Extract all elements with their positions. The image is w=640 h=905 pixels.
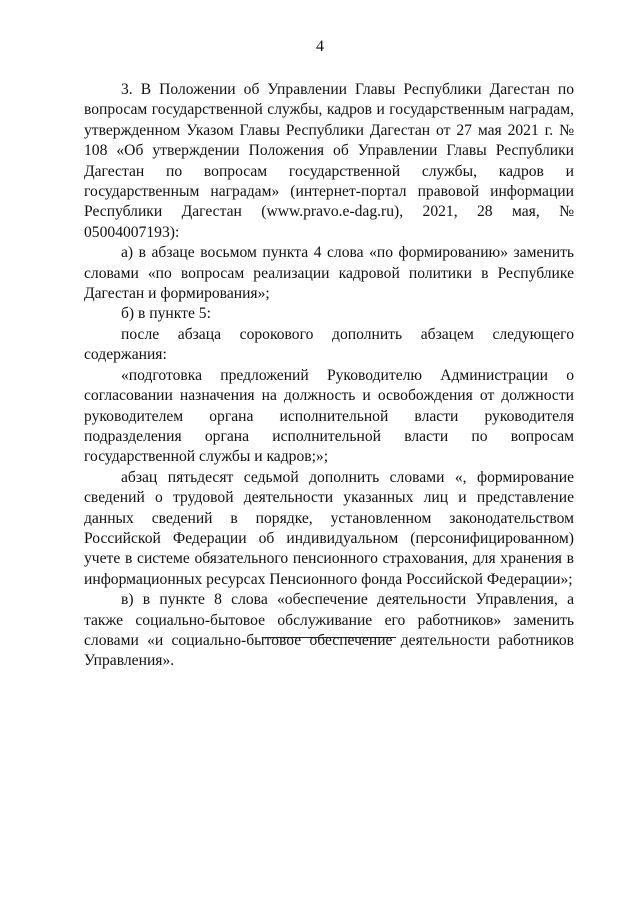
paragraph-subitem-b: б) в пункте 5: (121, 305, 211, 323)
document-body (84, 80, 574, 672)
paragraph-fifty-seventh: абзац пятьдесят седьмой дополнить словами «, формирование сведений о трудовой деятельности указанных лиц и представление данных сведений в порядке, установленном законодательством Российской Федерации об индивидуальном (персонифицированном) учете в системе обязательного пенсионного страхования, для хранения в информационных ресурсах Пенсионного фонда Российской Федерации»; (84, 468, 574, 588)
page-number: 4 (316, 38, 324, 55)
paragraph-quoted-addition: «подготовка предложений Руководителю Администрации о согласовании назначения на должность и освобождения от должности руководителем органа исполнительной власти руководителя подразделения органа исполнительной власти по вопросам государственной службы и кадров;»; (84, 366, 574, 466)
paragraph-amendment-3: 3. В Положении об Управлении Главы Республики Дагестан по вопросам государственной службы, кадров и государственным наградам, утвержденном Указом Главы Республики Дагестан от 27 мая 2021 г. № 108 «Об утверждении Положения об Управлении Главы Республики Дагестан по вопросам государственной службы, кадров и государственным наградам» (интернет-портал правовой информации Республики Дагестан (www.pravo.e-dag.ru), 2021, 28 мая, № 05004007193): (84, 81, 574, 241)
paragraph-after-fortieth: после абзаца сорокового дополнить абзацем следующего содержания: (84, 325, 574, 364)
paragraph-subitem-v: в) в пункте 8 слова «обеспечение деятельности Управления, а также социально-бытовое обслуживание его работников» заменить словами «и социально-бытовое обеспечение деятельности работников Управления». (84, 591, 574, 670)
paragraph-subitem-a: а) в абзаце восьмом пункта 4 слова «по формированию» заменить словами «по вопросам реализации кадровой политики в Республике Дагестан и формирования»; (84, 244, 574, 303)
end-divider-line (262, 637, 396, 638)
